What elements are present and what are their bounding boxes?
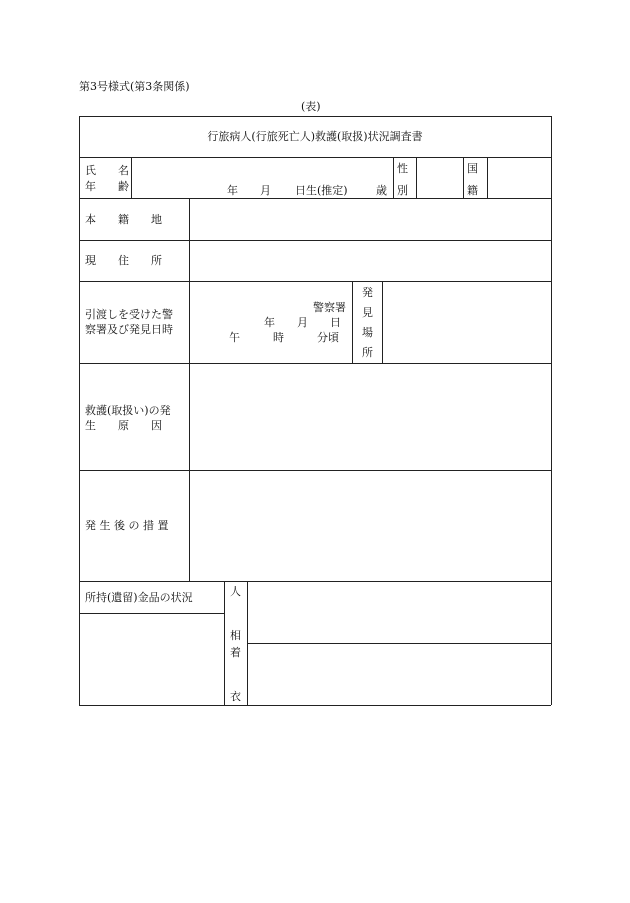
found-place-char-2: 見 xyxy=(362,306,373,319)
cause-label-line1: 救護(取扱い)の発 xyxy=(85,404,171,417)
found-place-char-4: 所 xyxy=(362,346,373,359)
birth-day-estimated-label: 日生(推定) xyxy=(295,184,348,197)
table-border-left xyxy=(79,116,80,705)
row-line xyxy=(247,643,551,644)
col-line xyxy=(463,157,464,198)
cause-label-line2: 生 原 因 xyxy=(85,419,162,432)
handover-label-line1: 引渡しを受けた警 xyxy=(85,308,173,321)
police-station-label: 警察署 xyxy=(313,301,346,314)
appearance-char-2: 相 xyxy=(230,629,241,642)
row-line xyxy=(79,581,551,582)
col-line xyxy=(131,157,132,198)
row-line xyxy=(79,363,551,364)
found-place-char-1: 発 xyxy=(362,286,373,299)
belongings-label: 所持(遺留)金品の状況 xyxy=(85,591,193,604)
form-title: 行旅病人(行旅死亡人)救護(取扱)状況調査書 xyxy=(207,130,423,143)
birth-year-label: 年 xyxy=(227,184,238,197)
row-line xyxy=(79,470,551,471)
name-label: 氏 名 xyxy=(85,164,129,177)
age-label: 年 齢 xyxy=(85,180,129,193)
col-line xyxy=(224,581,225,705)
col-line xyxy=(416,157,417,198)
clothing-char-2: 衣 xyxy=(230,690,241,703)
age-unit-label: 歳 xyxy=(376,184,387,197)
row-line xyxy=(79,613,224,614)
found-date-line: 年 月 日 xyxy=(264,316,341,329)
nationality-label-top: 国 xyxy=(467,162,478,175)
form-number: 第3号様式(第3条関係) xyxy=(79,80,190,93)
col-line xyxy=(487,157,488,198)
birth-month-label: 月 xyxy=(260,184,271,197)
clothing-char-1: 着 xyxy=(230,646,241,659)
col-line xyxy=(189,198,190,581)
side-label: (表) xyxy=(301,100,321,113)
row-line xyxy=(79,240,551,241)
honseki-label: 本 籍 地 xyxy=(85,213,162,226)
col-line xyxy=(393,157,394,198)
row-line xyxy=(79,157,551,158)
handover-label-line2: 察署及び発見日時 xyxy=(85,323,173,336)
table-border-top xyxy=(79,116,551,117)
row-line xyxy=(79,198,551,199)
table-border-bottom xyxy=(79,705,551,706)
table-border-right xyxy=(551,116,552,705)
row-line xyxy=(79,281,551,282)
sex-label-bottom: 別 xyxy=(397,184,408,197)
nationality-label-bottom: 籍 xyxy=(467,184,478,197)
appearance-char-1: 人 xyxy=(230,585,241,598)
measures-label: 発 生 後 の 措 置 xyxy=(85,519,169,532)
col-line xyxy=(382,281,383,363)
found-time-line: 午 時 分頃 xyxy=(229,331,339,344)
found-place-char-3: 場 xyxy=(362,326,373,339)
col-line xyxy=(247,581,248,705)
sex-label-top: 性 xyxy=(397,162,408,175)
col-line xyxy=(352,281,353,363)
address-label: 現 住 所 xyxy=(85,254,162,267)
